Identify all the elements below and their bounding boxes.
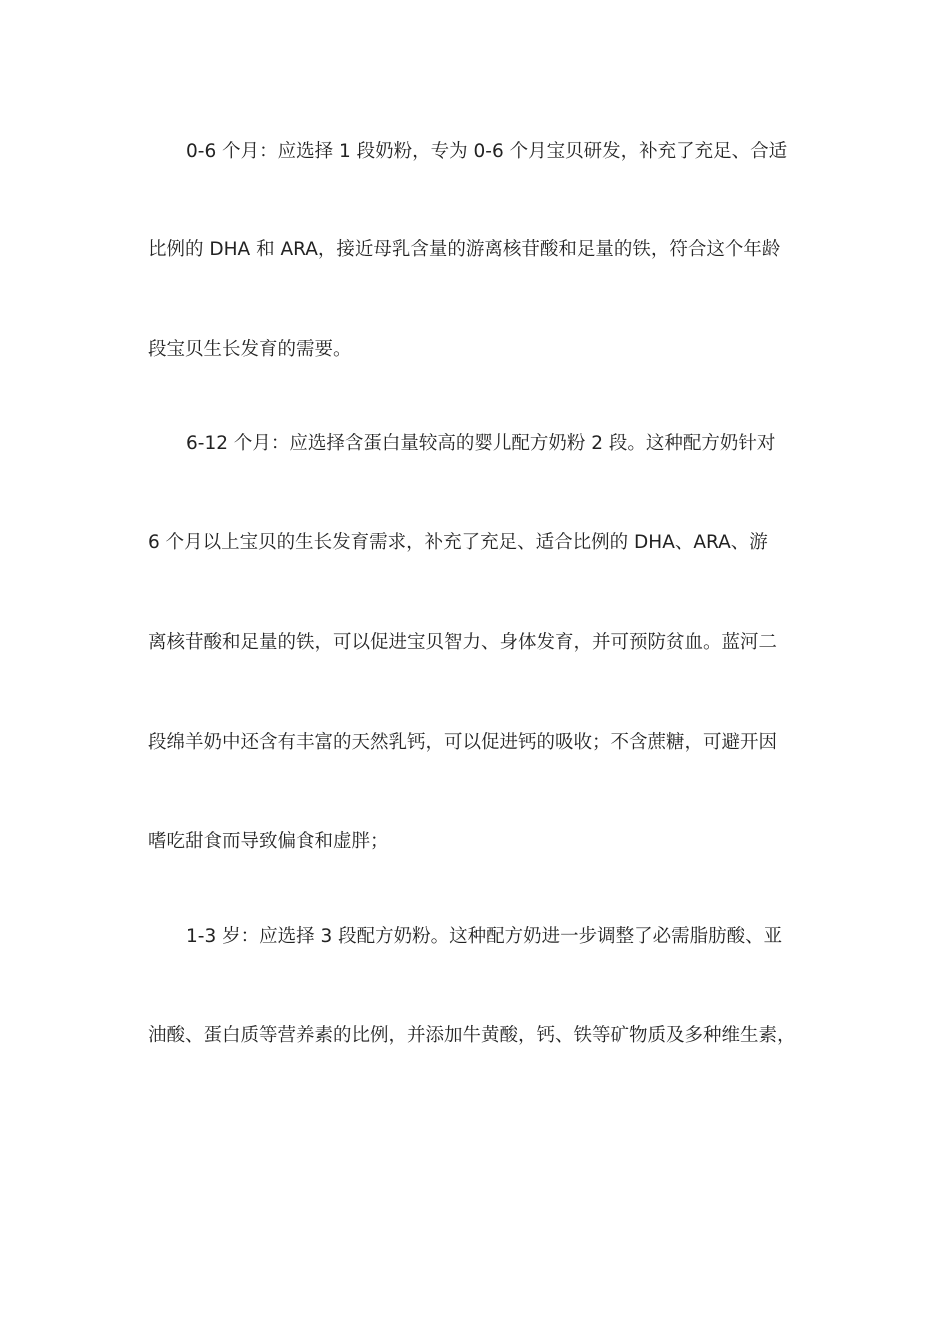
paragraph-0-6-months-line-1: 0-6 个月：应选择 1 段奶粉，专为 0-6 个月宝贝研发，补充了充足、合适 (186, 141, 788, 162)
paragraph-6-12-months-line-4: 段绵羊奶中还含有丰富的天然乳钙，可以促进钙的吸收；不含蔗糖，可避开因 (148, 732, 778, 753)
paragraph-0-6-months-line-3: 段宝贝生长发育的需要。 (148, 339, 352, 360)
paragraph-6-12-months-line-2: 6 个月以上宝贝的生长发育需求，补充了充足、适合比例的 DHA、ARA、游 (148, 532, 768, 553)
paragraph-6-12-months-line-1: 6-12 个月：应选择含蛋白量较高的婴儿配方奶粉 2 段。这种配方奶针对 (186, 433, 776, 454)
paragraph-1-3-years-line-1: 1-3 岁：应选择 3 段配方奶粉。这种配方奶进一步调整了必需脂肪酸、亚 (186, 926, 783, 947)
paragraph-6-12-months-line-5: 嗜吃甜食而导致偏食和虚胖； (148, 831, 389, 852)
paragraph-6-12-months-line-3: 离核苷酸和足量的铁，可以促进宝贝智力、身体发育，并可预防贫血。蓝河二 (148, 632, 778, 653)
paragraph-1-3-years-line-2: 油酸、蛋白质等营养素的比例，并添加牛黄酸，钙、铁等矿物质及多种维生素， (148, 1025, 796, 1046)
paragraph-0-6-months-line-2: 比例的 DHA 和 ARA，接近母乳含量的游离核苷酸和足量的铁，符合这个年龄 (148, 239, 781, 260)
